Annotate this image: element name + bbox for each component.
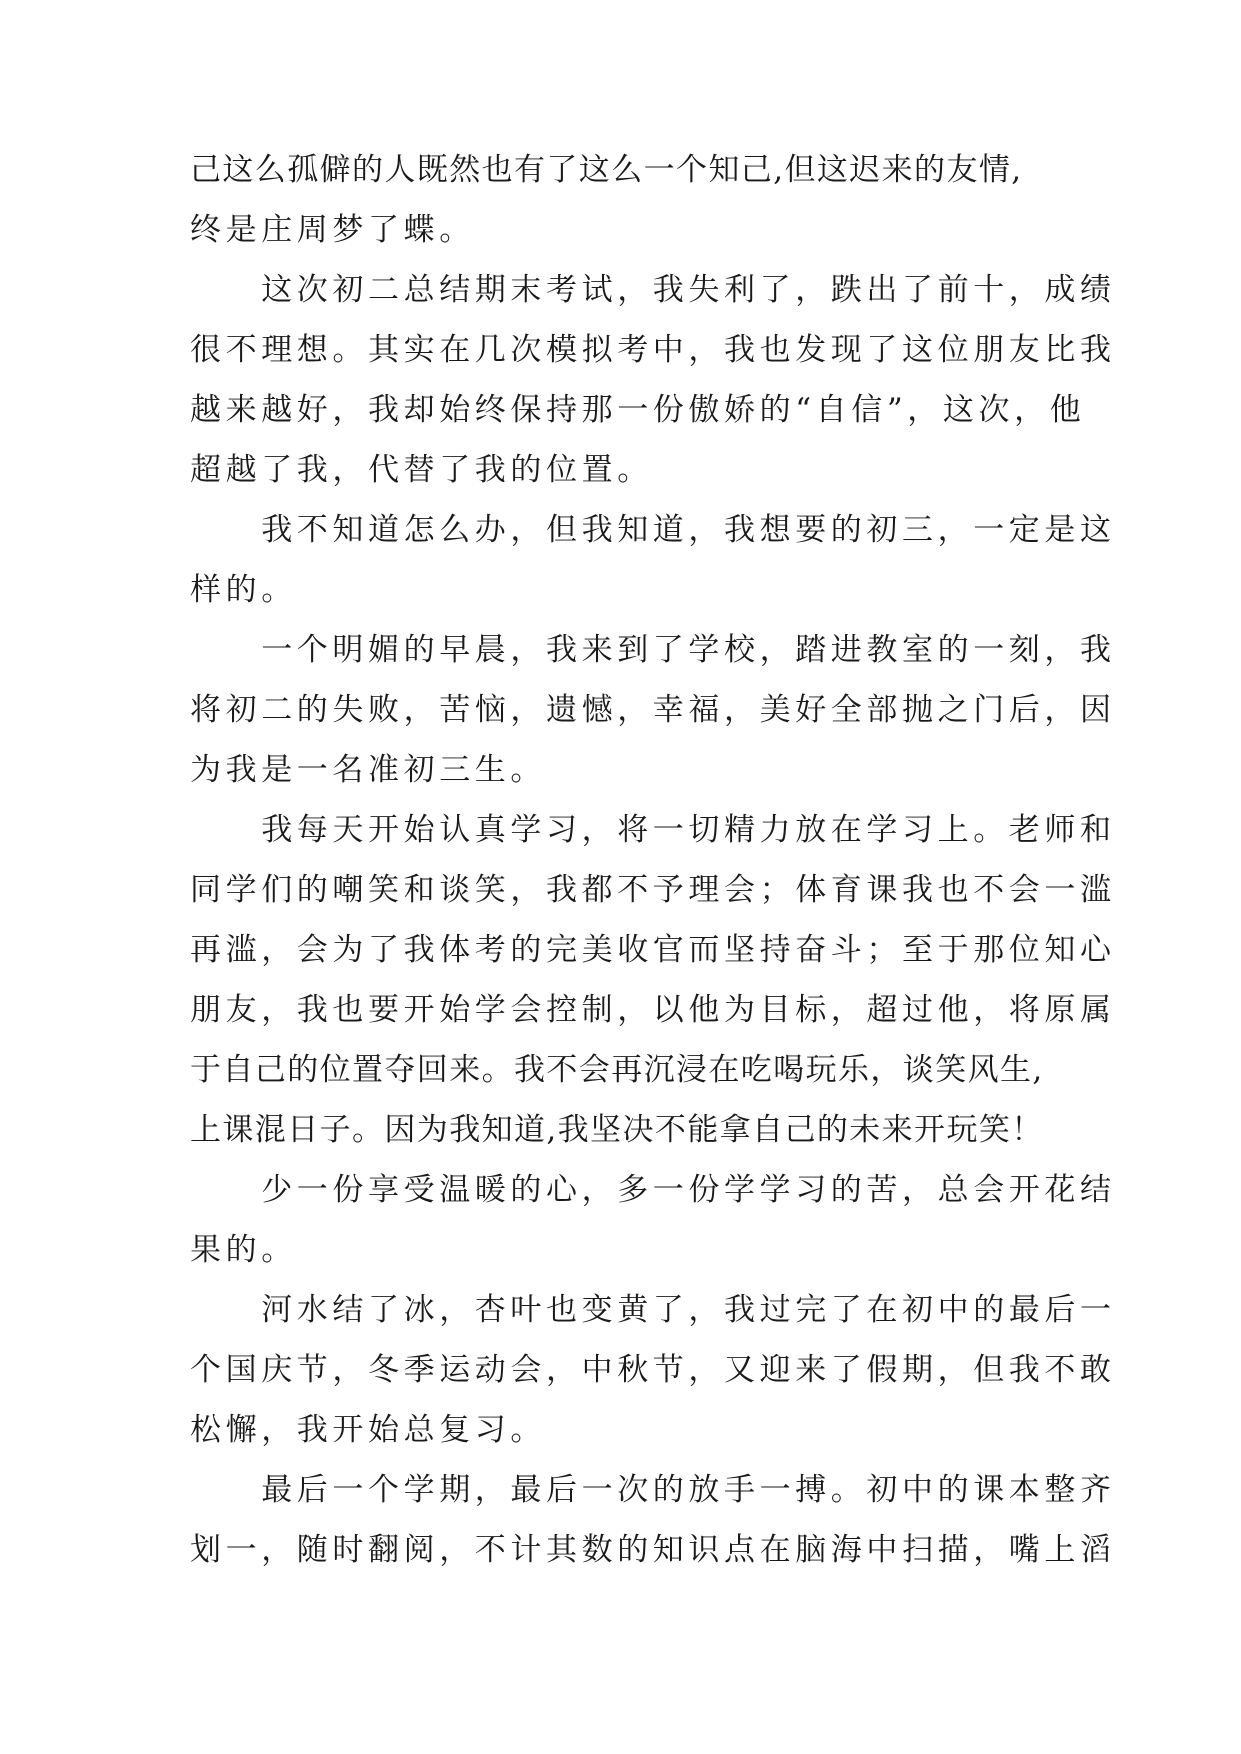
text-line: 上课混日子。因为我知道,我坚决不能拿自己的未来开玩笑！ bbox=[190, 1112, 1044, 1148]
text-line: 很不理想。其实在几次模拟考中，我也发现了这位朋友比我 bbox=[190, 332, 1116, 368]
text-line: 个国庆节，冬季运动会，中秋节，又迎来了假期，但我不敢 bbox=[190, 1352, 1116, 1388]
text-line: 于自己的位置夺回来。我不会再沉浸在吃喝玩乐，谈笑风生, bbox=[190, 1052, 1044, 1088]
text-line: 划一，随时翻阅，不计其数的知识点在脑海中扫描，嘴上滔 bbox=[190, 1532, 1116, 1568]
text-line: 样的。 bbox=[190, 572, 297, 608]
text-line: 朋友，我也要开始学会控制，以他为目标，超过他，将原属 bbox=[190, 992, 1116, 1028]
text-line: 将初二的失败，苦恼，遗憾，幸福，美好全部抛之门后，因 bbox=[190, 692, 1116, 728]
text-line: 同学们的嘲笑和谈笑，我都不予理会；体育课我也不会一滥 bbox=[190, 872, 1116, 908]
text-line: 我不知道怎么办，但我知道，我想要的初三，一定是这 bbox=[190, 512, 1116, 548]
text-line: 松懈，我开始总复习。 bbox=[190, 1412, 546, 1448]
text-line: 越来越好，我却始终保持那一份傲娇的“自信”，这次，他 bbox=[190, 392, 1086, 428]
text-line: 再滥，会为了我体考的完美收官而坚持奋斗；至于那位知心 bbox=[190, 932, 1116, 968]
text-line: 这次初二总结期末考试，我失利了，跌出了前十，成绩 bbox=[190, 272, 1116, 308]
text-line: 少一份享受温暖的心，多一份学学习的苦，总会开花结 bbox=[190, 1172, 1116, 1208]
text-line: 一个明媚的早晨，我来到了学校，踏进教室的一刻，我 bbox=[190, 632, 1116, 668]
text-line: 河水结了冰，杏叶也变黄了，我过完了在初中的最后一 bbox=[190, 1292, 1116, 1328]
text-line: 己这么孤僻的人既然也有了这么一个知己,但这迟来的友情, bbox=[190, 152, 1023, 188]
text-line: 为我是一名准初三生。 bbox=[190, 752, 546, 788]
text-line: 我每天开始认真学习，将一切精力放在学习上。老师和 bbox=[190, 812, 1116, 848]
text-line: 终是庄周梦了蝶。 bbox=[190, 212, 475, 248]
text-line: 果的。 bbox=[190, 1232, 297, 1268]
text-line: 最后一个学期，最后一次的放手一搏。初中的课本整齐 bbox=[190, 1472, 1116, 1508]
text-line: 超越了我，代替了我的位置。 bbox=[190, 452, 653, 488]
